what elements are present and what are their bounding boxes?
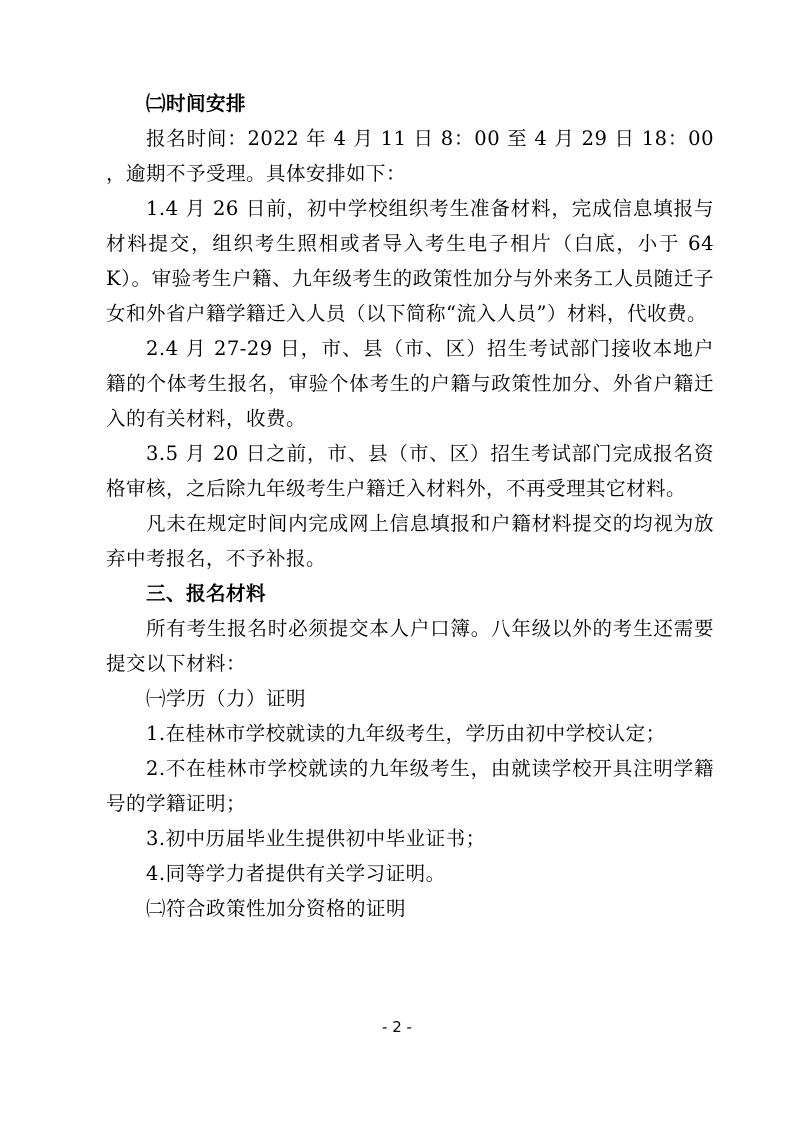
page-number: - 2 - [382,1018,412,1036]
schedule-note-paragraph: 凡未在规定时间内完成网上信息填报和户籍材料提交的均视为放弃中考报名，不予补报。 [106,512,714,570]
sub-heading-policy: ㈡符合政策性加分资格的证明 [146,897,407,920]
education-item-2: 2.不在桂林市学校就读的九年级考生，由就读学校开具注明学籍号的学籍证明； [106,757,714,815]
education-item-3: 3.初中历届毕业生提供初中毕业证书； [146,827,486,850]
schedule-item-2: 2.4 月 27-29 日，市、县（市、区）招生考试部门接收本地户籍的个体考生报名，审验个体考生的户籍与政策性加分、外省户籍迁入的有关材料，收费。 [106,337,714,430]
document-body [106,86,714,926]
schedule-item-1: 1.4 月 26 日前，初中学校组织考生准备材料，完成信息填报与材料提交，组织考生照相或者导入考生电子相片（白底，小于 64K）。审验考生户籍、九年级考生的政策性加分与外来务工人员随迁子女和外省户籍学籍迁入人员（以下简称“流入人员”）材料，代收费。 [106,197,714,325]
schedule-intro-paragraph: 报名时间：2022 年 4 月 11 日 8：00 至 4 月 29 日 18：00 ，逾期不予受理。具体安排如下： [106,127,714,185]
schedule-item-3: 3.5 月 20 日之前，市、县（市、区）招生考试部门完成报名资格审核，之后除九年级考生户籍迁入材料外，不再受理其它材料。 [106,442,714,500]
education-item-1: 1.在桂林市学校就读的九年级考生，学历由初中学校认定； [146,722,666,745]
section-heading-schedule: ㈡时间安排 [146,92,247,115]
materials-intro-paragraph: 所有考生报名时必须提交本人户口簿。八年级以外的考生还需要提交以下材料： [106,617,714,675]
education-item-4: 4.同等学力者提供有关学习证明。 [146,862,446,885]
sub-heading-education: ㈠学历（力）证明 [146,687,307,710]
section-heading-materials: 三、报名材料 [146,582,267,605]
